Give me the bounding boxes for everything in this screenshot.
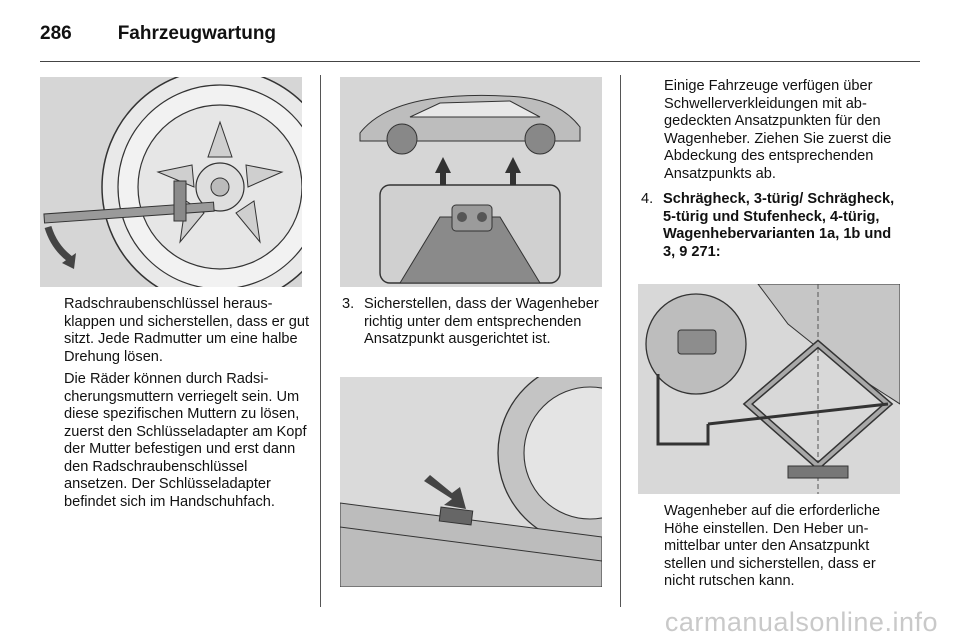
column-divider-1 <box>320 75 321 607</box>
sill-cover-drawing <box>340 377 602 587</box>
scissor-jack-drawing <box>638 284 900 494</box>
header-divider <box>40 61 920 62</box>
paragraph-locking-nuts: Die Räder können durch Radsicherungsmuttern verriegelt sein. Um diese spezifischen Muttern zu lösen, zuerst den Schlüsseladapter am Kopf der Mutter befestigen und erst dann den Radschraubenschlüssel ansetzen. Der Schlüsseladapter befindet sich im Handschuhfach. <box>64 371 307 510</box>
car-jack-points-illustration <box>340 77 602 287</box>
page-number: 286 <box>40 23 72 44</box>
step-4-title <box>663 191 905 261</box>
scissor-jack-illustration <box>638 284 900 494</box>
page-header <box>40 14 276 54</box>
step-3-number: 3. <box>342 296 355 312</box>
column-3-intro: Einige Fahrzeuge verfügen über Schwellerverkleidungen mit abgedeckten Ansatzpunkten für den Wagenheber. Ziehen Sie zuerst die Abdeckung des entsprechenden Ansatzpunkts ab. <box>664 78 892 182</box>
paragraph-wrench: Radschraubenschlüssel herausklappen und sicherstellen, dass er gut sitzt. Jede Radmutter um eine halbe Drehung lösen. <box>64 296 310 365</box>
watermark: carmanualsonline.info <box>664 607 938 637</box>
step-4-number: 4. <box>641 191 654 207</box>
sill-cover-illustration <box>340 377 602 587</box>
step-4-title-text: Schrägheck, 3-türig/ Schrägheck, 5-türig und Stufenheck, 4-türig, Wagenhebervarianten 1a, 1b und 3, <box>663 191 895 260</box>
column-3-outro: Wagenheber auf die erforderliche Höhe einstellen. Den Heber unmittelbar unter den Ansatzpunkt stellen und sicherstellen, dass er nicht rutschen kann. <box>664 503 881 589</box>
page-reference-icon: 9 <box>679 243 688 260</box>
step-3-text: Sicherstellen, dass der Wagenheber richtig unter dem entsprechenden Ansatzpunkt ausgerichtet ist. <box>364 296 599 347</box>
wheel-wrench-drawing <box>40 77 302 287</box>
car-jack-points-drawing <box>340 77 602 287</box>
page-title: Fahrzeugwartung <box>117 23 277 44</box>
column-divider-2 <box>620 75 621 607</box>
wheel-wrench-illustration <box>40 77 302 287</box>
column-1-text <box>64 296 310 516</box>
page-reference: 271: <box>691 243 721 260</box>
